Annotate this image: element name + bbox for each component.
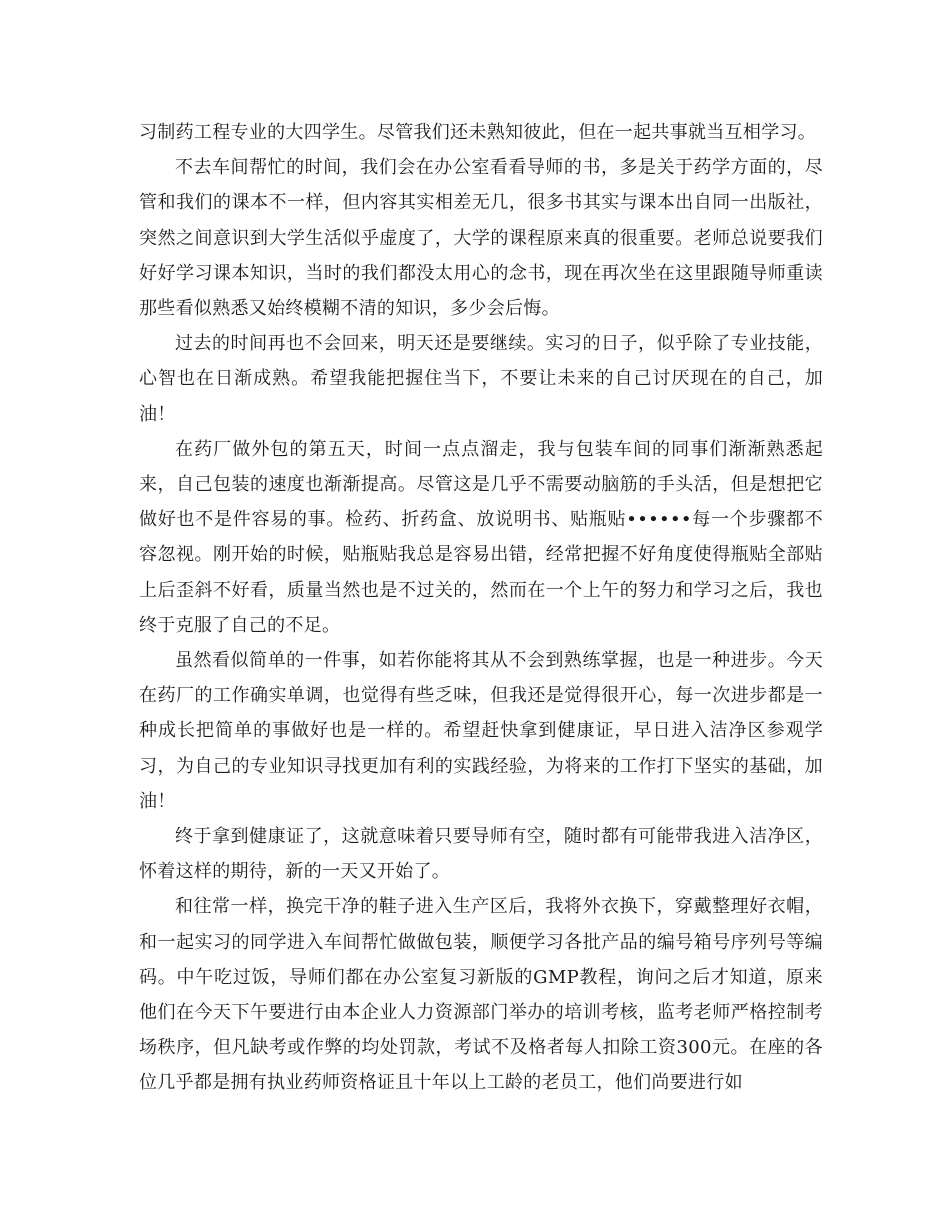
paragraph-2: 不去车间帮忙的时间，我们会在办公室看看导师的书，多是关于药学方面的，尽管和我们的课本不一样，但内容其实相差无几，很多书其实与课本出自同一出版社，突然之间意识到大学生活似乎虚度了，大学的课程原来真的很重要。老师总说要我们好好学习课本知识，当时的我们都没太用心的念书，现在再次坐在这里跟随导师重读那些看似熟悉又始终模糊不清的知识，多少会后悔。 xyxy=(139,157,823,320)
paragraph-4: 在药厂做外包的第五天，时间一点点溜走，我与包装车间的同事们渐渐熟悉起来，自己包装的速度也渐渐提高。尽管这是几乎不需要动脑筋的手头活，但是想把它做好也不是件容易的事。检药、折药盒、放说明书、贴瓶贴••••••每一个步骤都不容忽视。刚开始的时候，贴瓶贴我总是容易出错，经常把握不好角度使得瓶贴全部贴上后歪斜不好看，质量当然也是不过关的，然而在一个上午的努力和学习之后，我也终于克服了自己的不足。 xyxy=(139,438,823,636)
paragraph-6: 终于拿到健康证了，这就意味着只要导师有空，随时都有可能带我进入洁净区，怀着这样的期待，新的一天又开始了。 xyxy=(139,826,823,883)
paragraph-5: 虽然看似简单的一件事，如若你能将其从不会到熟练掌握，也是一种进步。今天在药厂的工作确实单调，也觉得有些乏味，但我还是觉得很开心，每一次进步都是一种成长把简单的事做好也是一样的。希望赶快拿到健康证，早日进入洁净区参观学习，为自己的专业知识寻找更加有利的实践经验，为将来的工作打下坚实的基础，加油！ xyxy=(139,650,823,812)
document-body xyxy=(139,115,823,1101)
paragraph-7: 和往常一样，换完干净的鞋子进入生产区后，我将外衣换下，穿戴整理好衣帽，和一起实习的同学进入车间帮忙做做包装，顺便学习各批产品的编号箱号序列号等编码。中午吃过饭，导师们都在办公室复习新版的GMP教程，询问之后才知道，原来他们在今天下午要进行由本企业人力资源部门举办的培训考核，监考老师严格控制考场秩序，但凡缺考或作弊的均处罚款，考试不及格者每人扣除工资300元。在座的各位几乎都是拥有执业药师资格证且十年以上工龄的老员工，他们尚要进行如 xyxy=(139,896,823,1094)
paragraph-1: 习制药工程专业的大四学生。尽管我们还未熟知彼此，但在一起共事就当互相学习。 xyxy=(139,122,817,143)
paragraph-3: 过去的时间再也不会回来，明天还是要继续。实习的日子，似乎除了专业技能，心智也在日渐成熟。希望我能把握住当下，不要让未来的自己讨厌现在的自己，加油！ xyxy=(139,333,823,425)
